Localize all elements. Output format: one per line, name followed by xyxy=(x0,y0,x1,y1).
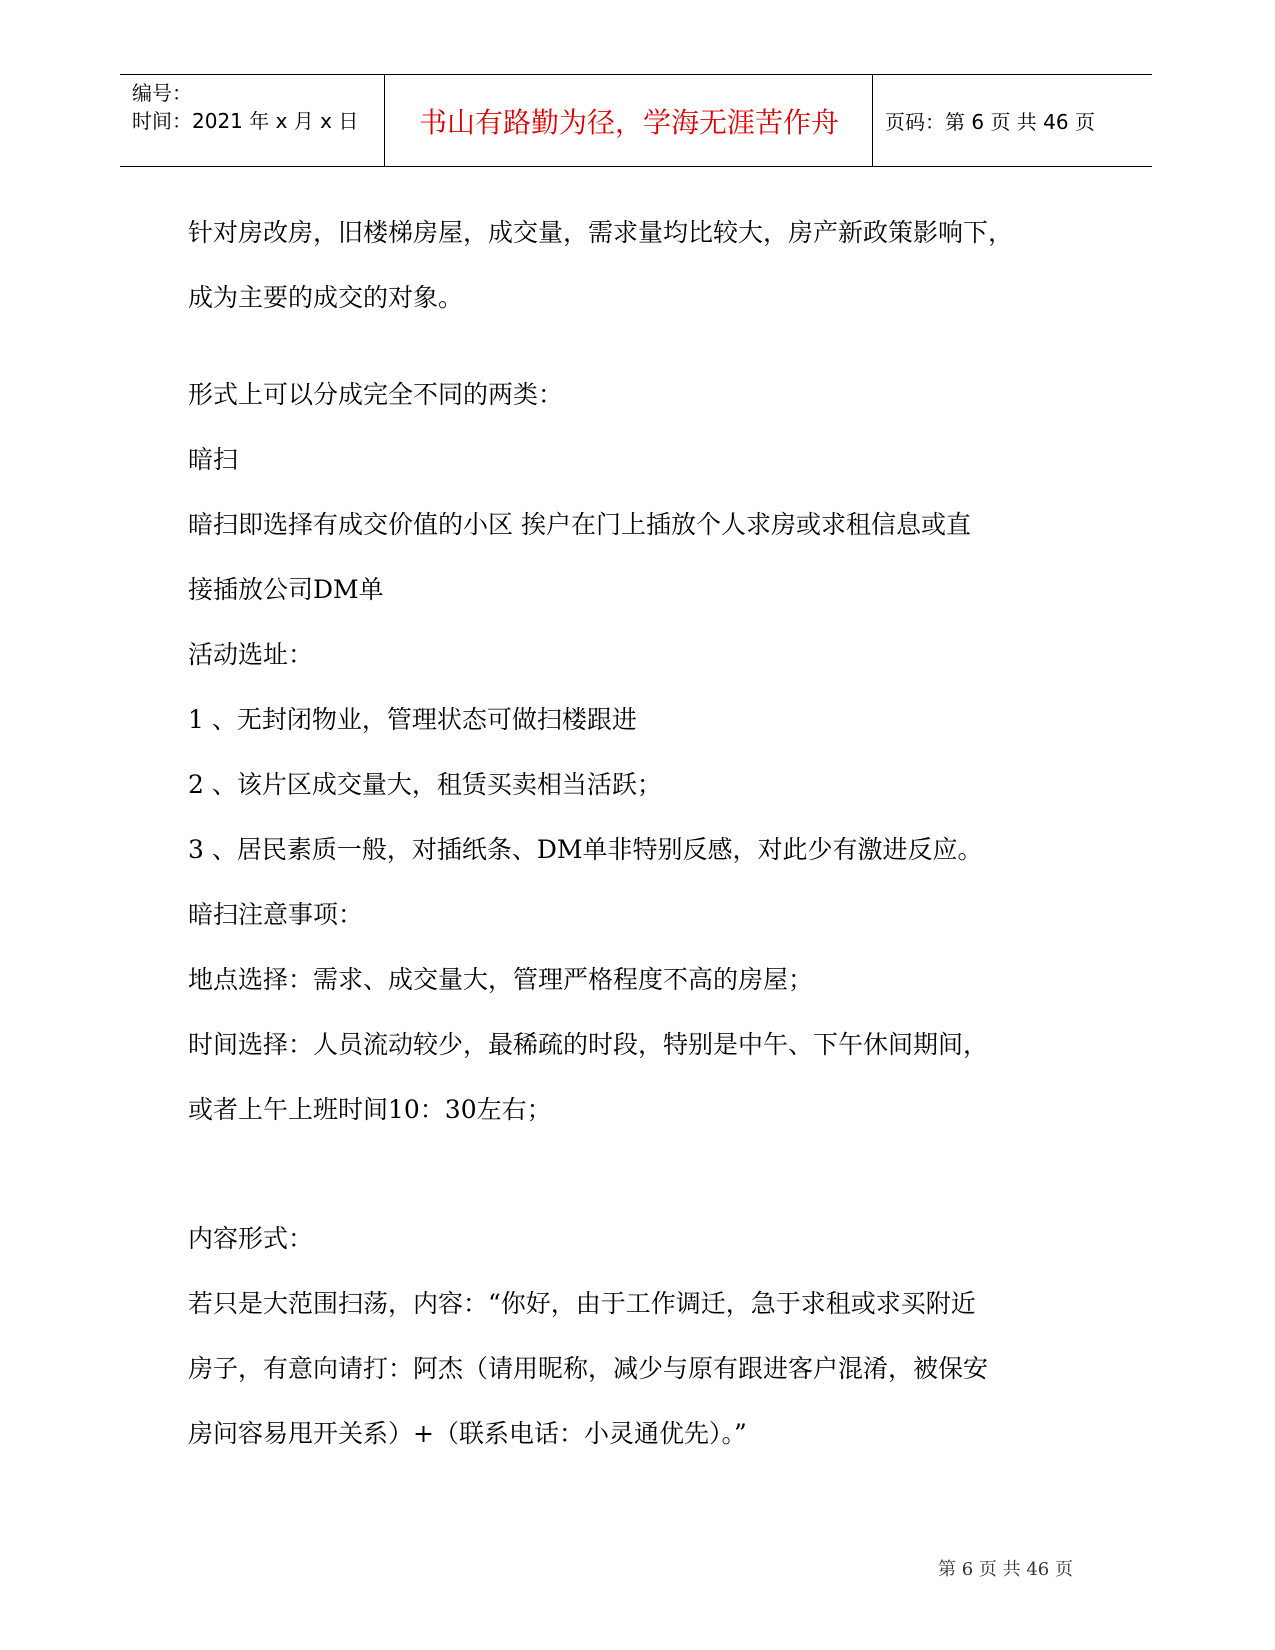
body-line: 成为主要的成交的对象。 xyxy=(188,283,464,312)
header-meta xyxy=(132,79,382,135)
body-line: 形式上可以分成完全不同的两类： xyxy=(188,380,564,409)
section-heading: 暗扫注意事项： xyxy=(188,900,364,929)
paragraph-gap xyxy=(188,1142,1118,1174)
document-number-label: 编号： xyxy=(132,81,192,105)
list-item: 2 、该片区成交量大，租赁买卖相当活跃； xyxy=(188,770,662,799)
header-motto: 书山有路勤为径，学海无涯苦作舟 xyxy=(418,105,839,139)
body-line: 时间选择：人员流动较少，最稀疏的时段，特别是中午、下午休间期间， xyxy=(188,1030,989,1059)
page-header xyxy=(120,74,1152,167)
header-divider xyxy=(872,75,873,166)
paragraph-gap xyxy=(188,330,1118,362)
section-heading: 暗扫 xyxy=(188,445,239,474)
body-line: 若只是大范围扫荡，内容：“你好，由于工作调迁，急于求租或求买附近 xyxy=(188,1289,976,1318)
body-line: 或者上午上班时间10：30左右； xyxy=(188,1095,552,1124)
header-page-info: 页码：第 6 页 共 46 页 xyxy=(885,110,1095,134)
page-footer: 第 6 页 共 46 页 xyxy=(938,1559,1073,1580)
list-item: 3 、居民素质一般，对插纸条、DM单非特别反感，对此少有激进反应。 xyxy=(188,835,983,864)
paragraph-gap xyxy=(188,1174,1118,1206)
section-heading: 内容形式： xyxy=(188,1224,314,1253)
body-line: 暗扫即选择有成交价值的小区 挨户在门上插放个人求房或求租信息或直 xyxy=(188,510,971,539)
list-item: 1 、无封闭物业，管理状态可做扫楼跟进 xyxy=(188,705,637,734)
section-heading: 活动选址： xyxy=(188,640,314,669)
document-body xyxy=(188,200,1118,1466)
body-line: 房问容易甩开关系）+（联系电话：小灵通优先）。” xyxy=(188,1419,747,1448)
document-time-label: 时间：2021 年 x 月 x 日 xyxy=(132,109,359,133)
header-divider xyxy=(384,75,385,166)
body-line: 针对房改房，旧楼梯房屋，成交量，需求量均比较大，房产新政策影响下， xyxy=(188,218,1014,247)
body-line: 接插放公司DM单 xyxy=(188,575,384,604)
body-line: 地点选择：需求、成交量大，管理严格程度不高的房屋； xyxy=(188,965,814,994)
body-line: 房子，有意向请打：阿杰（请用昵称，减少与原有跟进客户混淆，被保安 xyxy=(188,1354,989,1383)
